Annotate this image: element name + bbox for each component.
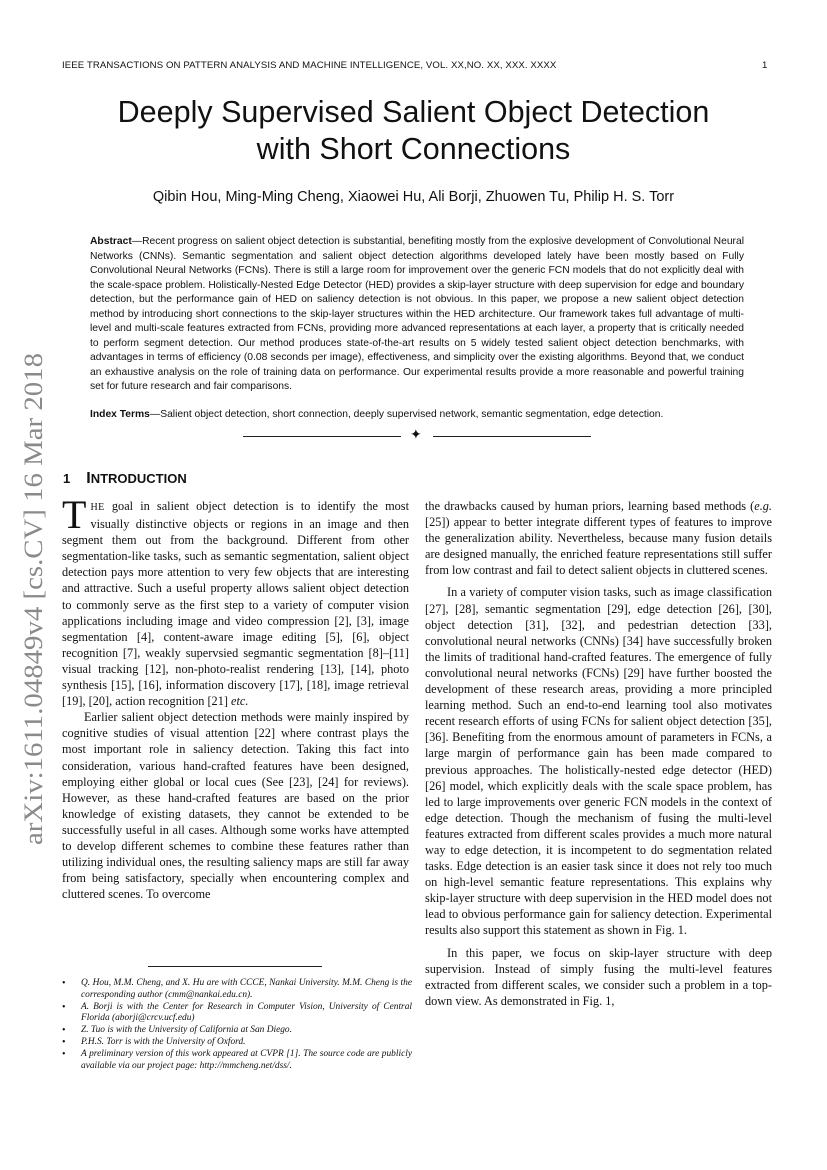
paragraph: In this paper, we focus on skip-layer structure with deep supervision. Instead of simply fusing the multi-level features extracted from different scales, we consider such a problem in a top-down view. As demonstrated in Fig. 1,	[425, 945, 772, 1008]
paragraph-text: [25]) appear to better integrate different types of features to improve the generalization ability. Nevertheless, because many fusion details are designed manually, the enriched feature representations still suffer from low contrast and fail to detect salient objects in cluttered scenes.	[425, 515, 772, 578]
paragraph: Earlier salient object detection methods were mainly inspired by cognitive studies of visual attention [22] where contrast plays the most important role in saliency detection. Taking this fact into consideration, various hand-crafted features have been designed, employing either global or local cues (See [23], [24] for reviews). However, as these hand-crafted features are based on the prior knowledge of existing datasets, they cannot be extended to be successfully useful in all cases. Although some works have attempted to develop different schemes to combine these features rather than utilizing individual ones, the resulting saliency maps are still far away from being satisfactory, specially when encountering complex and cluttered scenes. To overcome	[62, 710, 409, 902]
arxiv-stamp	[18, 350, 48, 850]
footnotes	[62, 978, 412, 1072]
paragraph	[62, 492, 409, 709]
title-line-2: with Short Connections	[256, 132, 571, 166]
paragraph-etc: etc.	[231, 694, 249, 709]
section-title-initial: I	[86, 470, 91, 487]
page-number: 1	[762, 60, 768, 71]
running-head: IEEE TRANSACTIONS ON PATTERN ANALYSIS AND MACHINE INTELLIGENCE, VOL. XX,NO. XX, XXX. XXXX	[62, 60, 557, 71]
paragraph	[425, 498, 772, 578]
left-column	[62, 492, 409, 902]
abstract	[90, 235, 744, 395]
abstract-text: —Recent progress on salient object detection is substantial, benefiting mostly from the explosive development of Convolutional Neural Networks (CNNs). Semantic segmentation and salient object detection algorithms developed lately have been mostly based on Fully Convolutional Neural Networks (FCNs). There is still a large room for improvement over the generic FCN models that do not explicitly deal with the scale-space problem. Holistically-Nested Edge Detector (HED) provides a skip-layer structure with deep supervision for edge and boundary detection, but the performance gain of HED on saliency detection is not obvious. In this paper, we propose a new salient object detection method by introducing short connections to the skip-layer structures within the HED architecture. Our framework takes full advantage of multi-level and multi-scale features extracted from FCNs, providing more advanced representations at each layer, a property that is critically needed to perform segment detection. Our method produces state-of-the-art results on 5 widely tested salient object detection benchmarks, with advantages in terms of efficiency (0.08 seconds per image), effectiveness, and simplicity over the existing algorithms. Beyond that, we conduct an exhaustive analysis on the role of training data on performance. Our experimental results provide a more reasonable and powerful training set for future research and fair comparisons.	[90, 236, 744, 392]
footnote-item: • A preliminary version of this work appeared at CVPR [1]. The source code are publicly available via our project page: http://mmcheng.net/dss/.	[81, 1049, 412, 1073]
footnote-item: • A. Borji is with the Center for Research in Computer Vision, University of Central Florida (aborji@crcv.ucf.edu)	[81, 1002, 412, 1026]
right-column	[425, 498, 772, 1009]
paragraph-eg: e.g.	[754, 499, 772, 513]
section-title-rest: NTRODUCTION	[90, 471, 187, 486]
footnote-item: • P.H.S. Torr is with the University of Oxford.	[81, 1037, 412, 1049]
author-list: Qibin Hou, Ming-Ming Cheng, Xiaowei Hu, Ali Borji, Zhuowen Tu, Philip H. S. Torr	[152, 189, 675, 205]
abstract-label: Abstract	[90, 236, 132, 247]
dropcap: T	[62, 492, 87, 537]
separator-rule-left	[243, 436, 401, 437]
title-line-1: Deeply Supervised Salient Object Detection	[117, 95, 710, 129]
footnote-rule	[148, 966, 322, 967]
index-terms	[90, 408, 744, 423]
paragraph-text: the drawbacks caused by human priors, learning based methods (	[425, 499, 755, 513]
separator-diamond-icon: ✦	[410, 428, 422, 443]
separator-rule-right	[433, 436, 591, 437]
footnote-item: • Z. Tuo is with the University of California at San Diego.	[81, 1025, 412, 1037]
section-heading	[63, 470, 187, 488]
index-terms-label: Index Terms	[90, 409, 150, 420]
paragraph: In a variety of computer vision tasks, such as image classification [27], [28], semantic segmentation [29], edge detection [26], [30], object detection [31], [32], and pedestrian detection [33], convolutional neural networks (CNNs) [34] have successfully broken the limits of traditional hand-crafted features. The emergence of fully convolutional neural networks (FCNs) [29] have further boosted the development of these research areas, providing a more principled learning method. Such an end-to-end learning tool also motivates recent research efforts of using FCNs for salient object detection [35], [36]. Benefiting from the enormous amount of parameters in FCNs, a large margin of performance gain has been made compared to previous approaches. The holistically-nested edge detector (HED) [26] model, which explicitly deals with the scale space problem, has led to large improvements over generic FCN models in the context of edge detection. Though the mechanism of fusing the multi-level features extracted from different scales provides a much more natural way to edge detection, it is incompetent to do segmentation related tasks. Edge detection is an easier task since it does not rely too much on high-level semantic feature representations. This explains why skip-layer structure with deep supervision in the HED model does not lead to obvious performance gain for saliency detection. Experimental results also support this statement as shown in Fig. 1.	[425, 585, 772, 938]
index-terms-text: —Salient object detection, short connection, deeply supervised network, semantic segmentation, edge detection.	[149, 409, 664, 420]
smallcaps-run: HE	[90, 502, 105, 513]
section-number: 1	[63, 471, 71, 486]
arxiv-stamp-text: arXiv:1611.04849v4 [cs.CV] 16 Mar 2018	[19, 401, 48, 845]
paragraph-text: goal in salient object detection is to identify the most visually distinctive objects or regions in an image and then segment them out from the background. Different from other segmentation-like tasks, such as semantic segmentation, salient object detection pays more attention to very few objects that are interesting and attractive. Such a useful property allows salient object detection to commonly serve as the first step to a variety of computer vision applications including image and video compression [2], [3], image segmentation [4], content-aware image editing [5], [6], object recognition [7], weakly supervsied segmantic segmentation [8]–[11] visual tracking [12], non-photo-realist rendering [13], [14], photo synthesis [15], [16], information discovery [17], [18], image retrieval [19], [20], action recognition [21]	[62, 499, 409, 709]
footnote-item: • Q. Hou, M.M. Cheng, and X. Hu are with CCCE, Nankai University. M.M. Cheng is the corresponding author (cmm@nankai.edu.cn).	[81, 978, 412, 1002]
paper-title	[40, 94, 787, 168]
